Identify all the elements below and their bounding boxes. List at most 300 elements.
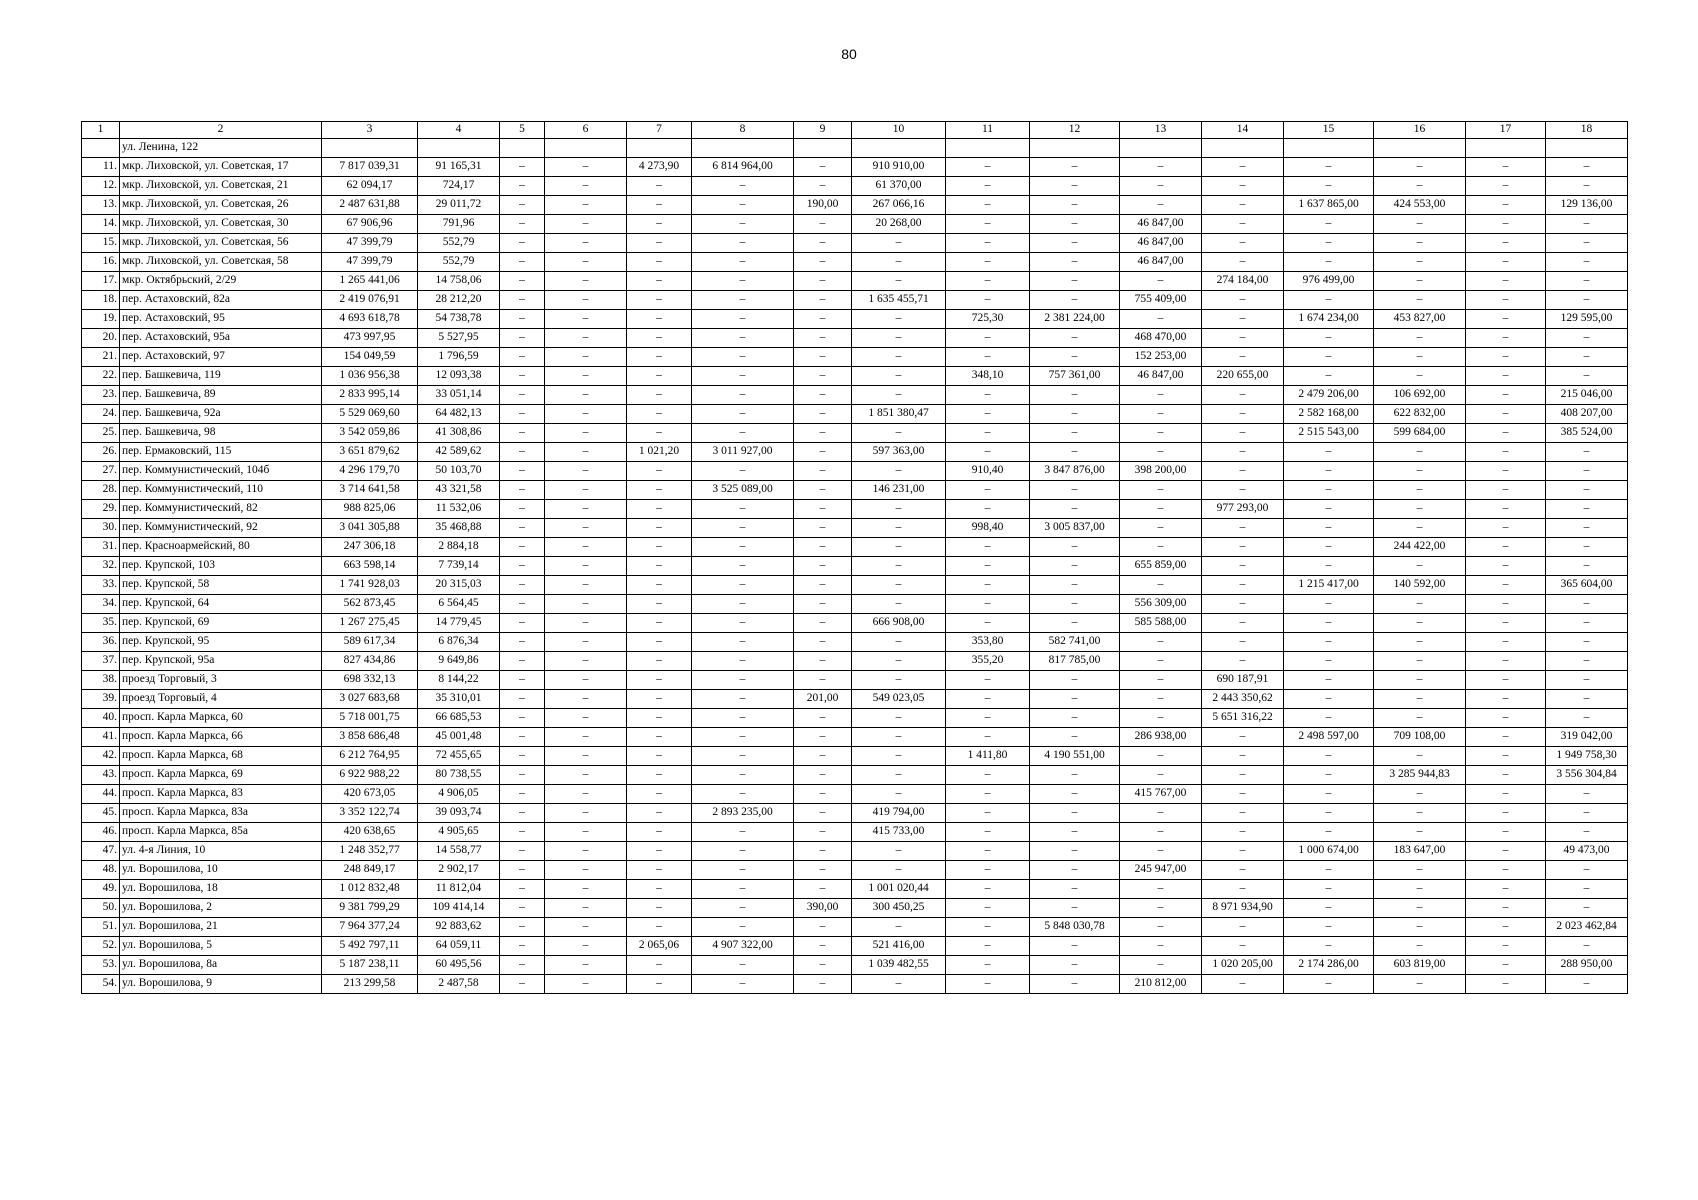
value-cell: 7 964 377,24 bbox=[322, 918, 418, 937]
value-cell: – bbox=[500, 652, 545, 671]
value-cell bbox=[1374, 139, 1466, 158]
value-cell: 80 738,55 bbox=[418, 766, 500, 785]
row-number: 18. bbox=[82, 291, 120, 310]
value-cell: – bbox=[545, 918, 627, 937]
value-cell: 791,96 bbox=[418, 215, 500, 234]
value-cell: – bbox=[946, 709, 1030, 728]
value-cell: – bbox=[794, 329, 852, 348]
value-cell: – bbox=[545, 196, 627, 215]
value-cell: – bbox=[794, 310, 852, 329]
value-cell: 552,79 bbox=[418, 234, 500, 253]
value-cell: – bbox=[1030, 975, 1120, 994]
value-cell: – bbox=[1546, 652, 1628, 671]
value-cell: 420 638,65 bbox=[322, 823, 418, 842]
value-cell: – bbox=[1374, 671, 1466, 690]
value-cell: 154 049,59 bbox=[322, 348, 418, 367]
value-cell: – bbox=[545, 785, 627, 804]
value-cell: – bbox=[1466, 652, 1546, 671]
value-cell: – bbox=[946, 804, 1030, 823]
table-row bbox=[82, 899, 1628, 918]
value-cell: – bbox=[692, 215, 794, 234]
value-cell: – bbox=[794, 253, 852, 272]
value-cell: – bbox=[946, 766, 1030, 785]
value-cell: – bbox=[1466, 158, 1546, 177]
value-cell: – bbox=[1374, 443, 1466, 462]
value-cell: 129 136,00 bbox=[1546, 196, 1628, 215]
value-cell: – bbox=[627, 823, 692, 842]
value-cell: – bbox=[1030, 595, 1120, 614]
value-cell: 6 876,34 bbox=[418, 633, 500, 652]
address-cell: просп. Карла Маркса, 60 bbox=[120, 709, 322, 728]
row-number: 27. bbox=[82, 462, 120, 481]
row-number: 28. bbox=[82, 481, 120, 500]
value-cell: – bbox=[794, 215, 852, 234]
value-cell: 300 450,25 bbox=[852, 899, 946, 918]
value-cell: – bbox=[627, 614, 692, 633]
value-cell: 390,00 bbox=[794, 899, 852, 918]
address-cell: пер. Башкевича, 92а bbox=[120, 405, 322, 424]
value-cell: – bbox=[545, 424, 627, 443]
table-row bbox=[82, 614, 1628, 633]
value-cell: – bbox=[545, 557, 627, 576]
value-cell: – bbox=[1284, 899, 1374, 918]
value-cell: – bbox=[500, 614, 545, 633]
value-cell: – bbox=[1374, 709, 1466, 728]
value-cell: 3 858 686,48 bbox=[322, 728, 418, 747]
row-number: 35. bbox=[82, 614, 120, 633]
value-cell: – bbox=[627, 424, 692, 443]
row-number: 12. bbox=[82, 177, 120, 196]
value-cell: – bbox=[500, 557, 545, 576]
value-cell: – bbox=[627, 329, 692, 348]
value-cell: – bbox=[1284, 671, 1374, 690]
value-cell: – bbox=[946, 576, 1030, 595]
address-cell: пер. Крупской, 69 bbox=[120, 614, 322, 633]
value-cell: – bbox=[500, 424, 545, 443]
table-row bbox=[82, 291, 1628, 310]
value-cell: – bbox=[1120, 405, 1202, 424]
value-cell: – bbox=[1030, 291, 1120, 310]
table-row bbox=[82, 766, 1628, 785]
value-cell: – bbox=[545, 405, 627, 424]
address-cell: просп. Карла Маркса, 83а bbox=[120, 804, 322, 823]
value-cell: – bbox=[1202, 348, 1284, 367]
value-cell: – bbox=[1466, 481, 1546, 500]
table-row bbox=[82, 443, 1628, 462]
value-cell: – bbox=[1284, 234, 1374, 253]
value-cell: – bbox=[1202, 424, 1284, 443]
value-cell: – bbox=[500, 880, 545, 899]
value-cell: – bbox=[794, 861, 852, 880]
value-cell: – bbox=[1374, 291, 1466, 310]
value-cell: – bbox=[1466, 842, 1546, 861]
address-cell: мкр. Лиховской, ул. Советская, 21 bbox=[120, 177, 322, 196]
value-cell: – bbox=[1374, 804, 1466, 823]
value-cell: – bbox=[794, 823, 852, 842]
value-cell bbox=[1546, 139, 1628, 158]
value-cell: – bbox=[852, 367, 946, 386]
value-cell: – bbox=[1030, 405, 1120, 424]
value-cell: – bbox=[1030, 443, 1120, 462]
row-number: 25. bbox=[82, 424, 120, 443]
table-row bbox=[82, 785, 1628, 804]
value-cell: 5 492 797,11 bbox=[322, 937, 418, 956]
value-cell: – bbox=[1030, 386, 1120, 405]
value-cell: – bbox=[852, 424, 946, 443]
value-cell: – bbox=[1374, 158, 1466, 177]
value-cell: – bbox=[1466, 519, 1546, 538]
value-cell: – bbox=[1374, 595, 1466, 614]
value-cell: – bbox=[500, 519, 545, 538]
value-cell: – bbox=[1546, 804, 1628, 823]
value-cell: – bbox=[500, 709, 545, 728]
value-cell: – bbox=[1374, 348, 1466, 367]
value-cell: – bbox=[692, 576, 794, 595]
value-cell: – bbox=[1466, 272, 1546, 291]
column-header: 1 bbox=[82, 122, 120, 139]
address-cell: просп. Карла Маркса, 66 bbox=[120, 728, 322, 747]
value-cell bbox=[545, 139, 627, 158]
value-cell: 64 482,13 bbox=[418, 405, 500, 424]
value-cell: – bbox=[1202, 557, 1284, 576]
column-header: 4 bbox=[418, 122, 500, 139]
value-cell: 398 200,00 bbox=[1120, 462, 1202, 481]
address-cell: мкр. Октябрьский, 2/29 bbox=[120, 272, 322, 291]
value-cell: – bbox=[1030, 196, 1120, 215]
value-cell: 6 814 964,00 bbox=[692, 158, 794, 177]
value-cell: 1 949 758,30 bbox=[1546, 747, 1628, 766]
value-cell: – bbox=[1546, 158, 1628, 177]
value-cell: – bbox=[852, 633, 946, 652]
value-cell bbox=[852, 139, 946, 158]
value-cell: – bbox=[545, 158, 627, 177]
table-row bbox=[82, 690, 1628, 709]
row-number: 52. bbox=[82, 937, 120, 956]
value-cell: 11 812,04 bbox=[418, 880, 500, 899]
value-cell: – bbox=[1030, 766, 1120, 785]
value-cell: 1 741 928,03 bbox=[322, 576, 418, 595]
value-cell: – bbox=[545, 215, 627, 234]
value-cell: 5 187 238,11 bbox=[322, 956, 418, 975]
value-cell: – bbox=[545, 443, 627, 462]
address-cell: пер. Башкевича, 119 bbox=[120, 367, 322, 386]
value-cell: 556 309,00 bbox=[1120, 595, 1202, 614]
value-cell: – bbox=[500, 329, 545, 348]
value-cell: 817 785,00 bbox=[1030, 652, 1120, 671]
value-cell: – bbox=[1030, 956, 1120, 975]
value-cell: – bbox=[794, 937, 852, 956]
value-cell: 286 938,00 bbox=[1120, 728, 1202, 747]
value-cell: – bbox=[1202, 310, 1284, 329]
value-cell: – bbox=[1030, 329, 1120, 348]
value-cell: 655 859,00 bbox=[1120, 557, 1202, 576]
value-cell bbox=[627, 139, 692, 158]
value-cell: – bbox=[545, 595, 627, 614]
value-cell: 201,00 bbox=[794, 690, 852, 709]
value-cell: 589 617,34 bbox=[322, 633, 418, 652]
column-header: 17 bbox=[1466, 122, 1546, 139]
value-cell: 4 273,90 bbox=[627, 158, 692, 177]
value-cell: – bbox=[1202, 614, 1284, 633]
value-cell: 468 470,00 bbox=[1120, 329, 1202, 348]
value-cell: – bbox=[500, 937, 545, 956]
value-cell: – bbox=[545, 177, 627, 196]
value-cell: – bbox=[1466, 557, 1546, 576]
row-number: 30. bbox=[82, 519, 120, 538]
value-cell: – bbox=[627, 652, 692, 671]
value-cell: 28 212,20 bbox=[418, 291, 500, 310]
value-cell: – bbox=[1120, 310, 1202, 329]
value-cell: – bbox=[500, 633, 545, 652]
value-cell: – bbox=[627, 386, 692, 405]
value-cell: – bbox=[946, 690, 1030, 709]
value-cell: – bbox=[1284, 785, 1374, 804]
row-number: 26. bbox=[82, 443, 120, 462]
value-cell: – bbox=[852, 842, 946, 861]
value-cell: – bbox=[627, 234, 692, 253]
value-cell: – bbox=[1202, 177, 1284, 196]
address-cell: пер. Астаховский, 97 bbox=[120, 348, 322, 367]
value-cell: 7 817 039,31 bbox=[322, 158, 418, 177]
value-cell: – bbox=[545, 728, 627, 747]
value-cell: – bbox=[545, 690, 627, 709]
value-cell: 64 059,11 bbox=[418, 937, 500, 956]
value-cell: – bbox=[500, 956, 545, 975]
value-cell: – bbox=[692, 329, 794, 348]
value-cell: – bbox=[692, 595, 794, 614]
column-header: 2 bbox=[120, 122, 322, 139]
value-cell: 1 039 482,55 bbox=[852, 956, 946, 975]
value-cell: 248 849,17 bbox=[322, 861, 418, 880]
value-cell: 6 922 988,22 bbox=[322, 766, 418, 785]
value-cell: 46 847,00 bbox=[1120, 253, 1202, 272]
value-cell: – bbox=[545, 386, 627, 405]
value-cell: – bbox=[545, 576, 627, 595]
table-row bbox=[82, 424, 1628, 443]
value-cell: 46 847,00 bbox=[1120, 367, 1202, 386]
value-cell: – bbox=[500, 272, 545, 291]
value-cell: – bbox=[545, 899, 627, 918]
row-number: 17. bbox=[82, 272, 120, 291]
value-cell: – bbox=[1374, 861, 1466, 880]
value-cell: – bbox=[1120, 538, 1202, 557]
value-cell: – bbox=[1546, 975, 1628, 994]
value-cell: – bbox=[1030, 804, 1120, 823]
value-cell: 3 352 122,74 bbox=[322, 804, 418, 823]
table-row bbox=[82, 272, 1628, 291]
value-cell: – bbox=[852, 348, 946, 367]
value-cell: – bbox=[627, 728, 692, 747]
value-cell: 365 604,00 bbox=[1546, 576, 1628, 595]
value-cell: – bbox=[1120, 937, 1202, 956]
value-cell: – bbox=[692, 253, 794, 272]
column-header: 10 bbox=[852, 122, 946, 139]
value-cell: – bbox=[627, 595, 692, 614]
value-cell: – bbox=[1546, 595, 1628, 614]
value-cell: – bbox=[794, 291, 852, 310]
address-cell: ул. Ворошилова, 9 bbox=[120, 975, 322, 994]
value-cell: 5 529 069,60 bbox=[322, 405, 418, 424]
value-cell: – bbox=[1466, 671, 1546, 690]
value-cell: – bbox=[692, 462, 794, 481]
value-cell: – bbox=[1284, 690, 1374, 709]
value-cell: – bbox=[692, 728, 794, 747]
column-header: 5 bbox=[500, 122, 545, 139]
value-cell: – bbox=[1466, 443, 1546, 462]
table-row bbox=[82, 348, 1628, 367]
table-row bbox=[82, 823, 1628, 842]
value-cell: – bbox=[1284, 481, 1374, 500]
value-cell: – bbox=[1466, 595, 1546, 614]
value-cell: – bbox=[1202, 652, 1284, 671]
row-number: 50. bbox=[82, 899, 120, 918]
value-cell: – bbox=[1202, 462, 1284, 481]
value-cell: – bbox=[794, 462, 852, 481]
value-cell: – bbox=[1202, 405, 1284, 424]
table-row bbox=[82, 367, 1628, 386]
value-cell: – bbox=[500, 804, 545, 823]
value-cell: – bbox=[692, 861, 794, 880]
value-cell: – bbox=[500, 671, 545, 690]
value-cell: – bbox=[1284, 538, 1374, 557]
value-cell: – bbox=[692, 196, 794, 215]
value-cell: – bbox=[946, 177, 1030, 196]
value-cell: 2 479 206,00 bbox=[1284, 386, 1374, 405]
value-cell: 1 265 441,06 bbox=[322, 272, 418, 291]
value-cell: – bbox=[1120, 956, 1202, 975]
value-cell: 976 499,00 bbox=[1284, 272, 1374, 291]
value-cell: – bbox=[1374, 481, 1466, 500]
value-cell: – bbox=[1202, 918, 1284, 937]
value-cell: 1 635 455,71 bbox=[852, 291, 946, 310]
value-cell: – bbox=[545, 842, 627, 861]
value-cell: – bbox=[794, 234, 852, 253]
value-cell: – bbox=[1284, 291, 1374, 310]
value-cell bbox=[1030, 139, 1120, 158]
value-cell: 39 093,74 bbox=[418, 804, 500, 823]
value-cell: – bbox=[1120, 823, 1202, 842]
value-cell: 5 651 316,22 bbox=[1202, 709, 1284, 728]
table-row bbox=[82, 215, 1628, 234]
value-cell: – bbox=[1284, 709, 1374, 728]
value-cell: – bbox=[1374, 367, 1466, 386]
value-cell: – bbox=[1120, 424, 1202, 443]
table-row bbox=[82, 709, 1628, 728]
value-cell: – bbox=[500, 918, 545, 937]
address-cell: мкр. Лиховской, ул. Советская, 56 bbox=[120, 234, 322, 253]
value-cell: – bbox=[692, 557, 794, 576]
value-cell: – bbox=[545, 804, 627, 823]
value-cell: – bbox=[1546, 709, 1628, 728]
value-cell bbox=[322, 139, 418, 158]
value-cell: – bbox=[852, 595, 946, 614]
value-cell: 549 023,05 bbox=[852, 690, 946, 709]
value-cell: 709 108,00 bbox=[1374, 728, 1466, 747]
value-cell: 4 190 551,00 bbox=[1030, 747, 1120, 766]
value-cell: – bbox=[692, 272, 794, 291]
value-cell: – bbox=[545, 272, 627, 291]
value-cell: – bbox=[852, 709, 946, 728]
value-cell: – bbox=[1374, 234, 1466, 253]
value-cell: – bbox=[946, 975, 1030, 994]
value-cell: – bbox=[794, 405, 852, 424]
value-cell: – bbox=[1284, 348, 1374, 367]
value-cell: – bbox=[500, 158, 545, 177]
table-row bbox=[82, 519, 1628, 538]
column-header: 12 bbox=[1030, 122, 1120, 139]
value-cell: 6 212 764,95 bbox=[322, 747, 418, 766]
value-cell: – bbox=[794, 671, 852, 690]
value-cell: – bbox=[545, 671, 627, 690]
value-cell: – bbox=[1202, 215, 1284, 234]
row-number: 36. bbox=[82, 633, 120, 652]
value-cell: – bbox=[1030, 937, 1120, 956]
value-cell: – bbox=[692, 633, 794, 652]
value-cell: – bbox=[1284, 861, 1374, 880]
value-cell: – bbox=[500, 386, 545, 405]
value-cell: – bbox=[500, 690, 545, 709]
address-cell: пер. Астаховский, 95а bbox=[120, 329, 322, 348]
column-header: 14 bbox=[1202, 122, 1284, 139]
value-cell: – bbox=[794, 424, 852, 443]
row-number: 47. bbox=[82, 842, 120, 861]
value-cell: 552,79 bbox=[418, 253, 500, 272]
value-cell: – bbox=[946, 291, 1030, 310]
value-cell: 42 589,62 bbox=[418, 443, 500, 462]
value-cell: 7 739,14 bbox=[418, 557, 500, 576]
value-cell: 2 487 631,88 bbox=[322, 196, 418, 215]
value-cell: – bbox=[946, 595, 1030, 614]
value-cell: – bbox=[1030, 234, 1120, 253]
value-cell: – bbox=[1284, 557, 1374, 576]
value-cell: – bbox=[627, 405, 692, 424]
row-number: 33. bbox=[82, 576, 120, 595]
value-cell: – bbox=[1120, 671, 1202, 690]
value-cell: 140 592,00 bbox=[1374, 576, 1466, 595]
value-cell: – bbox=[1546, 671, 1628, 690]
value-cell: – bbox=[1546, 519, 1628, 538]
value-cell: – bbox=[545, 937, 627, 956]
value-cell: – bbox=[545, 253, 627, 272]
value-cell: – bbox=[794, 348, 852, 367]
value-cell: 2 419 076,91 bbox=[322, 291, 418, 310]
value-cell: – bbox=[1546, 614, 1628, 633]
value-cell: 582 741,00 bbox=[1030, 633, 1120, 652]
value-cell: – bbox=[852, 975, 946, 994]
value-cell: 415 733,00 bbox=[852, 823, 946, 842]
value-cell: – bbox=[1202, 842, 1284, 861]
value-cell: – bbox=[946, 481, 1030, 500]
address-cell: ул. Ворошилова, 21 bbox=[120, 918, 322, 937]
value-cell: 2 498 597,00 bbox=[1284, 728, 1374, 747]
value-cell: – bbox=[1466, 405, 1546, 424]
table-row bbox=[82, 538, 1628, 557]
value-cell: 247 306,18 bbox=[322, 538, 418, 557]
table-row bbox=[82, 462, 1628, 481]
table-row bbox=[82, 842, 1628, 861]
address-cell: ул. Ленина, 122 bbox=[120, 139, 322, 158]
address-cell: пер. Коммунистический, 82 bbox=[120, 500, 322, 519]
value-cell: – bbox=[692, 766, 794, 785]
value-cell: – bbox=[794, 766, 852, 785]
value-cell: – bbox=[1284, 595, 1374, 614]
value-cell: 419 794,00 bbox=[852, 804, 946, 823]
value-cell: – bbox=[1466, 956, 1546, 975]
address-cell: проезд Торговый, 3 bbox=[120, 671, 322, 690]
value-cell: 35 310,01 bbox=[418, 690, 500, 709]
value-cell: 245 947,00 bbox=[1120, 861, 1202, 880]
row-number: 46. bbox=[82, 823, 120, 842]
